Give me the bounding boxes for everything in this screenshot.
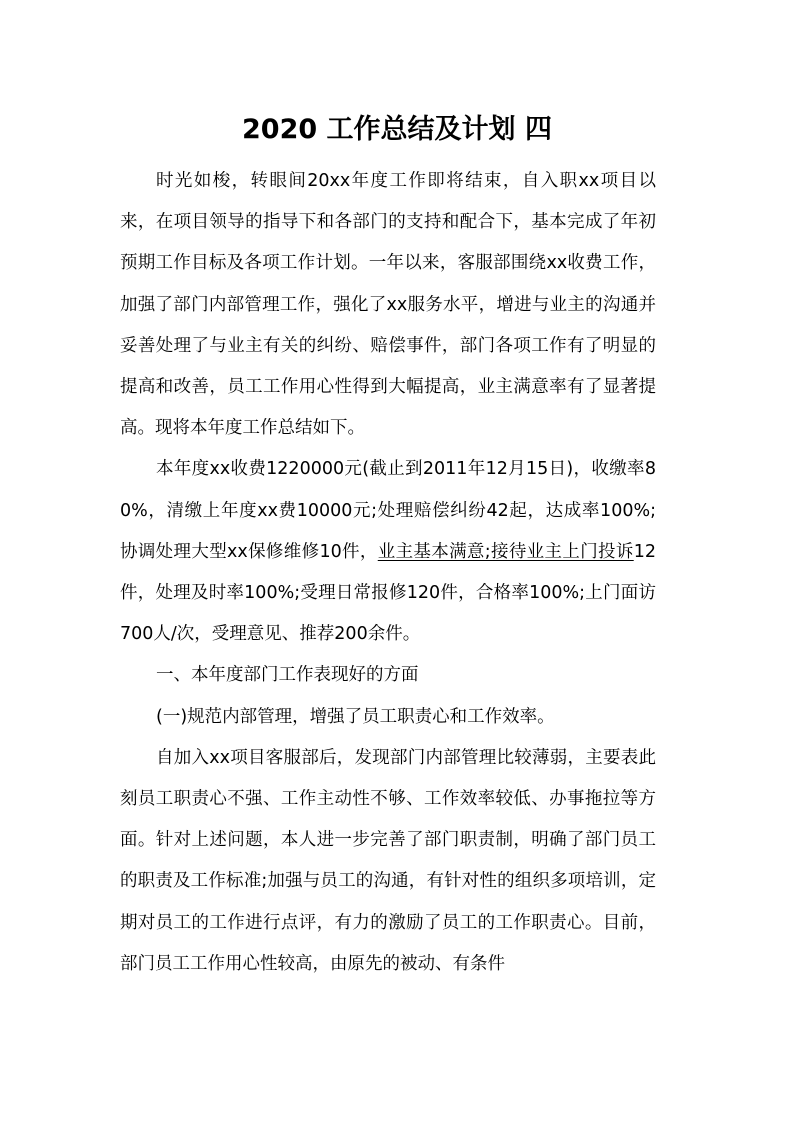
- paragraph-statistics: [120, 449, 656, 655]
- subsection-heading-1-1: (一)规范内部管理，增强了员工职责心和工作效率。: [156, 706, 555, 727]
- statistics-text-part1: 本年度xx收费1220000元(截止到2011年12月15日)，收缴率80%，清缴上年度xx费10000元;处理赔偿纠纷42起，达成率100%;协调处理大型xx保修维修10件，: [120, 459, 656, 562]
- paragraph-internal-management: 自加入xx项目客服部后，发现部门内部管理比较薄弱，主要表此刻员工职责心不强、工作主动性不够、工作效率较低、办事拖拉等方面。针对上述问题，本人进一步完善了部门职责制，明确了部门员工的职责及工作标准;加强与员工的沟通，有针对性的组织多项培训，定期对员工的工作进行点评，有力的激励了员工的工作职责心。目前，部门员工工作用心性较高，由原先的被动、有条件: [120, 747, 656, 974]
- document-body: [120, 161, 656, 985]
- paragraph-intro: 时光如梭，转眼间20xx年度工作即将结束，自入职xx项目以来，在项目领导的指导下和各部门的支持和配合下，基本完成了年初预期工作目标及各项工作计划。一年以来，客服部围绕xx收费工作，加强了部门内部管理工作，强化了xx服务水平，增进与业主的沟通并妥善处理了与业主有关的纠纷、赔偿事件，部门各项工作有了明显的提高和改善，员工工作用心性得到大幅提高，业主满意率有了显著提高。现将本年度工作总结如下。: [120, 171, 656, 439]
- document-title: 2020 工作总结及计划 四: [242, 114, 552, 145]
- section-heading-1: 一、本年度部门工作表现好的方面: [156, 665, 419, 686]
- statistics-underlined-text: 业主基本满意;接待业主上门投诉: [377, 541, 634, 562]
- statistics-text-part2: 12件，处理及时率100%;受理日常报修120件，合格率100%;上门面访700人/次，受理意见、推荐200余件。: [120, 541, 656, 645]
